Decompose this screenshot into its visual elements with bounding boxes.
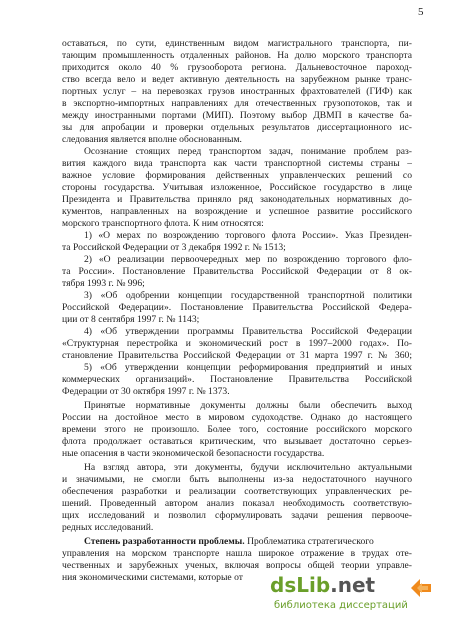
text-line: ния экономическими системами, которые от [62, 572, 243, 583]
list-item-2: 2) «О реализации первоочередных мер по возрождению торгового фло- [84, 254, 412, 265]
list-item-1: 1) «О мерах по возрождению торгового флота России». Указ Президен- [84, 230, 412, 241]
text-line: вития каждого вида транспорта как части транспортной системы страны – [62, 158, 412, 169]
text-line: времени этого не произошло. Более того, состояние российского морского [62, 424, 412, 435]
text-line: ции от 8 сентября 1997 г. № 1143; [62, 314, 200, 325]
list-item-4: 4) «Об утверждении программы Правительства Российской Федерации [84, 326, 412, 337]
list-item-3: 3) «Об одобрении концепции государственной транспортной политики [84, 290, 412, 301]
text-line: та Российской Федерации от 3 декабря 1992 г. № 1513; [62, 242, 286, 253]
paragraph-start: На взгляд автора, эти документы, будучи исключительно актуальными [84, 462, 412, 473]
section-heading-continuation: Проблематика стратегического [244, 536, 374, 547]
watermark-logo [270, 573, 375, 597]
paragraph-start: Принятые нормативные документы должны были обеспечить выход [84, 400, 412, 411]
watermark-logo-main: dsLib [270, 573, 331, 597]
text-line: обеспечения разработки и реализации соответствующих управленческих ре- [62, 486, 412, 497]
section-heading: Степень разработанности проблемы. [84, 536, 245, 547]
text-line: между иностранными портами (МИП). Поэтому выбор ДВМП в качестве ба- [62, 110, 412, 121]
page-number: 5 [418, 6, 424, 18]
watermark-logo-suffix: .net [330, 573, 376, 597]
text-line: ные опасения в части экономической безопасности государства. [62, 448, 325, 459]
text-line: становление Правительства Российской Федерации от 31 марта 1997 г. № 360; [62, 350, 412, 361]
text-line: коммерческих организаций». Постановление Правительства Российской [62, 374, 412, 385]
text-line: тающим промышленность отдаленных районов. На долю морского транспорта [62, 50, 412, 61]
text-line: редных исследований. [62, 522, 154, 533]
text-line: Президента и Правительства приняло ряд законодательных нормативных до- [62, 194, 412, 205]
text-line: приходится около 40 % грузооборота региона. Дальневосточное пароход- [62, 62, 412, 73]
text-line: флота продолжает оставаться критическим, что вызывает достаточно серьез- [62, 436, 412, 447]
text-line: в экспортно-импортных направлениях для отечественных грузопотоков, так и [62, 98, 412, 109]
text-line: чественных и зарубежных ученых, включая вопросы общей теории управле- [62, 560, 412, 571]
text-line: та России». Постановление Правительства Российской Федерации от 8 ок- [62, 266, 412, 277]
text-line: следования является вполне обоснованным. [62, 134, 242, 145]
section-heading-line [84, 536, 412, 548]
watermark-arrows-icon [408, 576, 434, 600]
text-line: Российской Федерации». Постановление Правительства Российской Федера- [62, 302, 412, 313]
text-line: кументов, направленных на возрождение и успешное развитие российского [62, 206, 412, 217]
text-line: России на достойное место в мировом судоходстве. Однако до настоящего [62, 412, 412, 423]
text-line: «Структурная перестройка и экономический рост в 1997–2000 годах». По- [62, 338, 412, 349]
watermark-subtitle: библиотека диссертаций [274, 600, 408, 611]
paragraph-start: Осознание стоящих перед транспортом задач, понимание проблем раз- [84, 146, 412, 157]
text-line: важное условие формирования действенных управленческих решений со [62, 170, 412, 181]
text-line: Федерации от 30 октября 1997 г. № 1373. [62, 386, 230, 397]
text-line: щих исследований и позволил сформулировать задачи решения первооче- [62, 510, 412, 521]
text-line: тября 1993 г. № 996; [62, 278, 145, 289]
list-item-5: 5) «Об утверждении концепции реформирования предприятий и иных [84, 362, 412, 373]
text-line: шений. Проведенный автором анализ показал необходимость соответствую- [62, 498, 412, 509]
watermark [270, 573, 448, 617]
text-line: морского транспортного флота. К ним относятся: [62, 218, 264, 229]
text-line: и значимыми, не смогли быть выполнены из-за недостаточного научного [62, 474, 412, 485]
text-line: ство всегда вело и ведет активную деятельность на зарубежном рынке транс- [62, 74, 412, 85]
text-line: зы для апробации и проверки отдельных результатов диссертационного ис- [62, 122, 412, 133]
text-line: управления на морском транспорте нашла широкое отражение в трудах оте- [62, 548, 412, 559]
text-line: стороны государства. Учитывая изложенное, Российское государство в лице [62, 182, 412, 193]
text-line: портных услуг – на перевозках грузов иностранных фрахтователей (ГИФ) как [62, 86, 412, 97]
text-line: оставаться, по сути, единственным видом магистрального транспорта, пи- [62, 38, 412, 49]
